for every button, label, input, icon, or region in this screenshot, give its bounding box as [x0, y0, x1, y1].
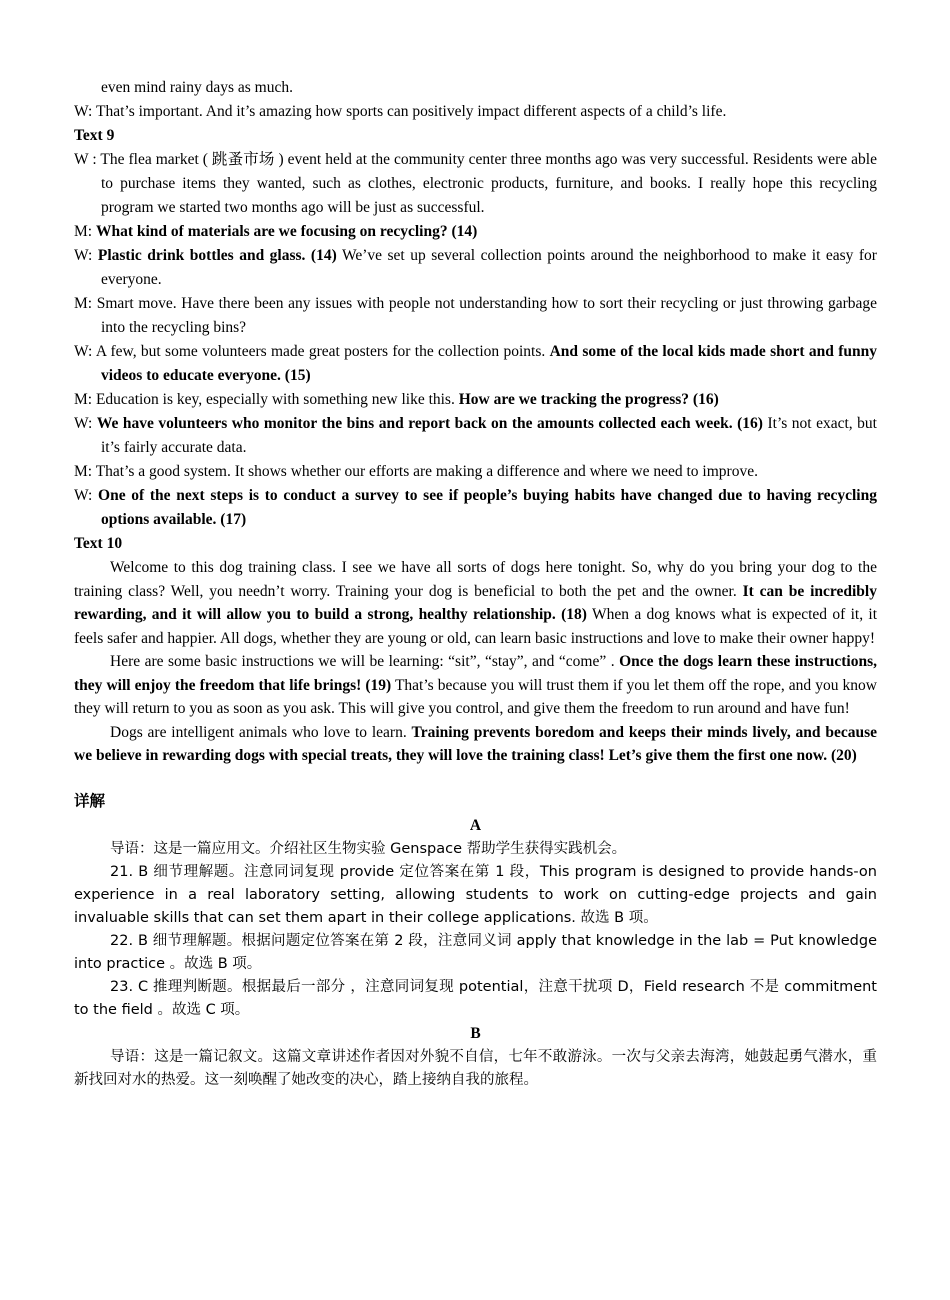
dialogue-text: That’s a good system. It shows whether our efforts are making a difference and where we need to improve. [95, 463, 758, 480]
dialogue-line [74, 220, 877, 244]
speaker-label: W: [74, 103, 93, 120]
key-answer-text: We have volunteers who monitor the bins and report back on the amounts collected each week. (16) [96, 415, 763, 432]
text10-heading: Text 10 [74, 535, 123, 552]
dialogue-text: That’s important. And it’s amazing how sports can positively impact different aspects of a child’s life. [95, 103, 727, 120]
key-answer-text: And some of the local kids made short and funny videos to educate everyone. (15) [101, 343, 877, 384]
passage-text: Welcome to this dog training class. I see we have all sorts of dogs here tonight. So, why do you bring your dog to the training class? Well, you needn’t worry. Training your dog is beneficial to both the pet and the owner. [74, 559, 877, 600]
passage-text: Dogs are intelligent animals who love to learn. [110, 723, 412, 741]
text10-passage [74, 556, 877, 768]
passage-text: Here are some basic instructions we will be learning: “sit”, “stay”, and “come” . [110, 653, 620, 670]
dialogue-line [74, 412, 877, 460]
section-a-label: A [469, 816, 482, 834]
answer-22: 22. B 细节理解题。根据问题定位答案在第 2 段，注意同义词 apply that knowledge in the lab = Put knowledge into practice 。故选 B 项。 [74, 932, 877, 972]
passage-paragraph [74, 721, 877, 768]
dialogue-text: A few, but some volunteers made great posters for the collection points. [95, 343, 550, 360]
dialogue-line [74, 292, 877, 340]
speaker-label: M: [74, 295, 97, 312]
dialogue-line [74, 388, 877, 412]
dialogue-text: It’s not exact, but it’s fairly accurate data. [101, 415, 877, 456]
key-answer-text: Once the dogs learn these instructions, they will enjoy the freedom that life brings! (19) [74, 653, 877, 694]
dialogue-line [74, 148, 877, 220]
dialogue-line [74, 484, 877, 532]
key-answer-text: What kind of materials are we focusing on recycling? (14) [95, 223, 478, 240]
key-answer-text: Plastic drink bottles and glass. (14) [97, 247, 337, 264]
dialogue-line [74, 244, 877, 292]
section-a-intro: 导语：这是一篇应用文。介绍社区生物实验 Genspace 帮助学生获得实践机会。 [110, 840, 627, 857]
speaker-label: M: [74, 391, 96, 408]
dialogue-text: Education is key, especially with something new like this. [95, 391, 459, 408]
dialogue-text: Smart move. Have there been any issues with people not understanding how to sort their recycling or just throwing garbage into the recycling bins? [96, 295, 878, 336]
speaker-label: W: [74, 415, 97, 432]
dialogue-text: The flea market ( 跳蚤市场 ) event held at the community center three months ago was very successful. Residents were able to purchase items they wanted, such as clothes, electronic products, furniture, and books. I really hope this recycling program we started two months ago will be just as successful. [100, 151, 877, 216]
section-b-label: B [470, 1024, 481, 1042]
section-b-intro: 导语：这是一篇记叙文。这篇文章讲述作者因对外貌不自信，七年不敢游泳。一次与父亲去海湾，她鼓起勇气潜水，重新找回对水的热爱。这一刻唤醒了她改变的决心，踏上接纳自我的旅程。 [74, 1048, 877, 1088]
passage-paragraph [74, 556, 877, 650]
answer-23: 23. C 推理判断题。根据最后一部分 ，注意同词复现 potential，注意干扰项 D，Field research 不是 commitment to the field 。故选 C 项。 [74, 978, 877, 1018]
speaker-label: M: [74, 223, 96, 240]
passage-text: That’s because you will trust them if you let them off the rope, and you know they will return to you as soon as you ask. This will give you control, and give them the freedom to run around and have fun! [74, 676, 877, 717]
speaker-label: W: [74, 487, 99, 504]
speaker-label: W: [74, 247, 98, 264]
dialogue-line [74, 340, 877, 388]
key-answer-text: It can be incredibly rewarding, and it will allow you to build a strong, healthy relationship. (18) [74, 582, 877, 623]
answer-21: 21. B 细节理解题。注意同词复现 provide 定位答案在第 1 段，This program is designed to provide hands-on experience in a real laboratory setting, allowing students to work on cutting-edge projects and gain invaluable skills that can set them apart in their college applications. 故选 B 项。 [74, 863, 877, 926]
key-answer-text: How are we tracking the progress? (16) [458, 391, 719, 408]
passage-paragraph [74, 650, 877, 721]
document-page [74, 76, 877, 1092]
key-answer-text: One of the next steps is to conduct a survey to see if people’s buying habits have changed due to having recycling options available. (17) [98, 487, 877, 528]
dialogue-line [74, 100, 877, 124]
dialogue-line [74, 460, 877, 484]
speaker-label: W : [74, 151, 101, 168]
text9-heading: Text 9 [74, 127, 115, 144]
explanation-heading: 详解 [74, 792, 106, 810]
passage-text: When a dog knows what is expected of it, it feels safer and happier. All dogs, whether they are young or old, can learn basic instructions and love to make their owner happy! [74, 606, 878, 647]
speaker-label: M: [74, 463, 96, 480]
text9-dialogue [74, 148, 877, 532]
key-answer-text: Training prevents boredom and keeps their minds lively, and because we believe in rewarding dogs with special treats, they will love the training class! Let’s give them the first one now. (20) [74, 723, 877, 764]
dialogue-text: We’ve set up several collection points around the neighborhood to make it easy for everyone. [101, 247, 877, 288]
text8-continuation: even mind rainy days as much. [101, 79, 293, 96]
speaker-label: W: [74, 343, 96, 360]
